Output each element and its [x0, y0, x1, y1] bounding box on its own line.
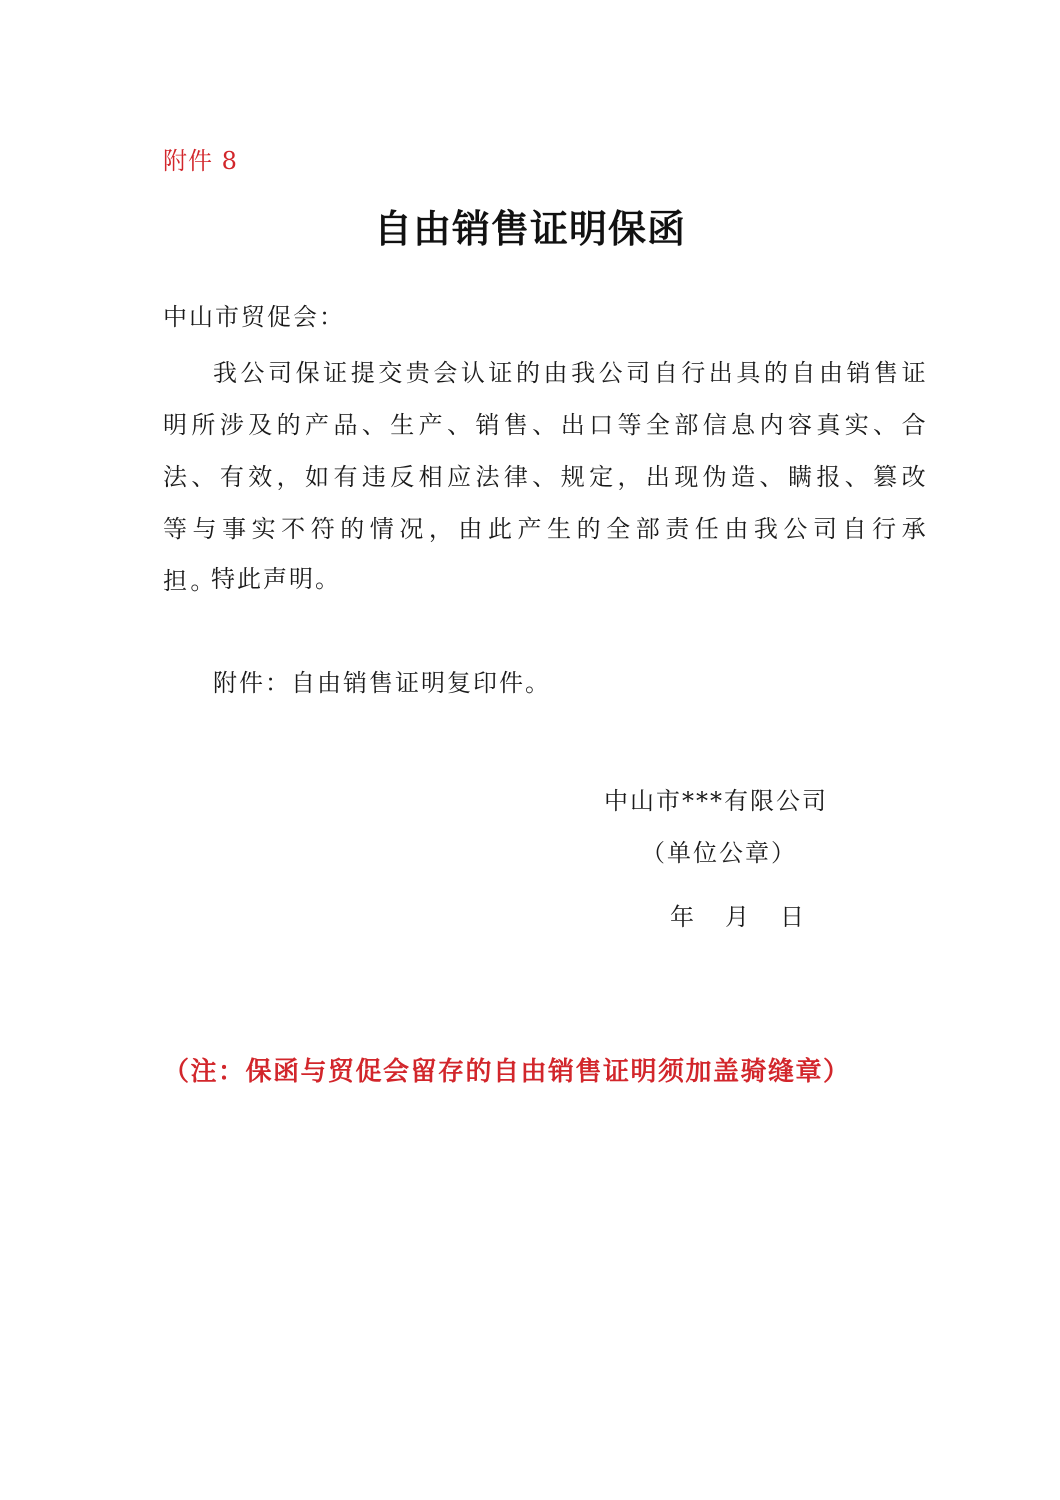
document-title: 自由销售证明保函 — [373, 206, 686, 251]
guarantee-body-paragraph: 我公司保证提交贵会认证的由我公司自行出具的自由销售证明所涉及的产品、生产、销售、出口等全部信息内容真实、合法、有效，如有违反相应法律、规定，出现伪造、瞒报、篡改等与事实不符的情况，由此产生的全部责任由我公司自行承担。 — [163, 359, 929, 595]
date-month: 月 — [725, 903, 749, 931]
company-name: 中山市***有限公司 — [604, 787, 828, 815]
attachment-number-label: 附件 8 — [163, 147, 238, 175]
salutation: 中山市贸促会： — [163, 303, 345, 331]
attachment-note: 附件：自由销售证明复印件。 — [213, 669, 551, 697]
footer-note: （注：保函与贸促会留存的自由销售证明须加盖骑缝章） — [163, 1057, 851, 1087]
declaration-text: 特此声明。 — [211, 565, 341, 593]
date-line — [670, 897, 835, 932]
date-year: 年 — [670, 903, 694, 931]
company-seal-label: （单位公章） — [641, 839, 797, 867]
date-day: 日 — [780, 903, 804, 931]
